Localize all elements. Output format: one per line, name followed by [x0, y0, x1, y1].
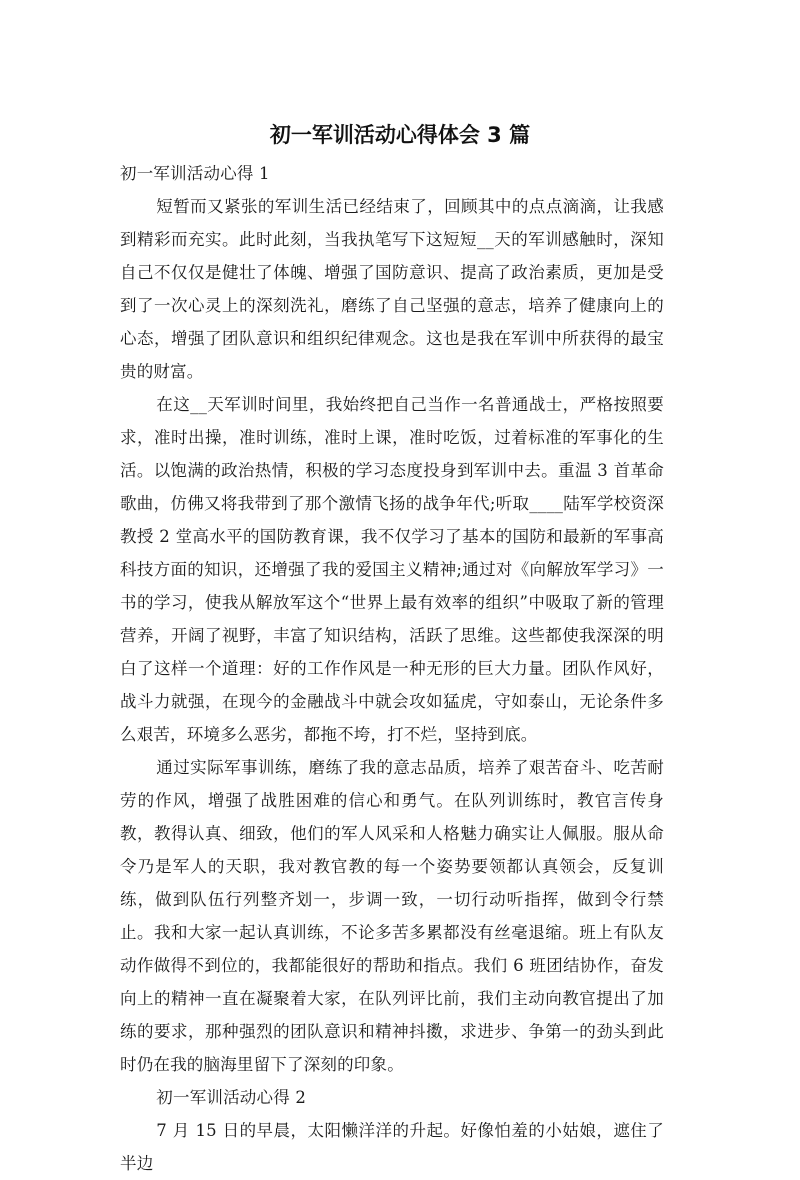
document-title: 初一军训活动心得体会 3 篇: [269, 123, 531, 147]
section-heading-1: 初一军训活动心得 1: [120, 164, 270, 183]
paragraph-2: 在这__天军训时间里，我始终把自己当作一名普通战士，严格按照要求，准时出操，准时训练，准时上课，准时吃饭，过着标准的军事化的生活。以饱满的政治热情，积极的学习态度投身到军训中去。重温 3 首革命歌曲，仿佛又将我带到了那个激情飞扬的战争年代;听取____陆军学校资深教授 2 堂高水平的国防教育课，我不仅学习了基本的国防和最新的军事高科技方面的知识，还增强了我的爱国主义精神;通过对《向解放军学习》一书的学习，使我从解放军这个“世界上最有效率的组织”中吸取了新的管理营养，开阔了视野，丰富了知识结构，活跃了思维。这些都使我深深的明白了这样一个道理：好的工作作风是一种无形的巨大力量。团队作风好，战斗力就强，在现今的金融战斗中就会攻如猛虎，守如泰山，无论条件多么艰苦，环境多么恶劣，都拖不垮，打不烂，坚持到底。: [120, 395, 664, 744]
document-body: [120, 157, 664, 1180]
paragraph-4: 7 月 15 日的早晨，太阳懒洋洋的升起。好像怕羞的小姑娘，遮住了半边: [120, 1121, 664, 1173]
section-heading-2: 初一军训活动心得 2: [156, 1088, 307, 1107]
paragraph-1: 短暂而又紧张的军训生活已经结束了，回顾其中的点点滴滴，让我感到精彩而充实。此时此刻，当我执笔写下这短短__天的军训感触时，深知自己不仅仅是健壮了体魄、增强了国防意识、提高了政治素质，更加是受到了一次心灵上的深刻洗礼，磨练了自己坚强的意志，培养了健康向上的心态，增强了团队意识和组织纪律观念。这也是我在军训中所获得的最宝贵的财富。: [120, 197, 664, 381]
paragraph-3: 通过实际军事训练，磨练了我的意志品质，培养了艰苦奋斗、吃苦耐劳的作风，增强了战胜困难的信心和勇气。在队列训练时，教官言传身教，教得认真、细致，他们的军人风采和人格魅力确实让人佩服。服从命令乃是军人的天职，我对教官教的每一个姿势要领都认真领会，反复训练，做到队伍行列整齐划一，步调一致，一切行动听指挥，做到令行禁止。我和大家一起认真训练，不论多苦多累都没有丝毫退缩。班上有队友动作做得不到位的，我都能很好的帮助和指点。我们 6 班团结协作，奋发向上的精神一直在凝聚着大家，在队列评比前，我们主动向教官提出了加练的要求，那种强烈的团队意识和精神抖擞，求进步、争第一的劲头到此时仍在我的脑海里留下了深刻的印象。: [120, 758, 664, 1074]
